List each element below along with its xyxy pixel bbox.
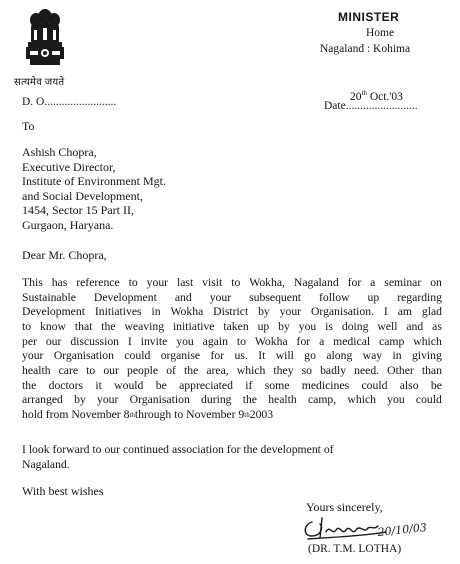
national-motto: सत्यमेव जयते — [14, 77, 65, 88]
body-word: It — [258, 349, 266, 363]
body-word: to — [231, 276, 241, 289]
body-word: follow — [319, 290, 350, 304]
body-word: This — [22, 276, 43, 289]
body-word: the — [22, 378, 37, 392]
body-line: Nagaland. — [22, 457, 70, 471]
date-suffix: th — [129, 410, 135, 419]
salutation: Dear Mr. Chopra, — [22, 248, 107, 262]
body-word: to — [86, 363, 96, 377]
body-word: weaving — [124, 319, 165, 333]
address-line: Ashish Chopra, — [22, 145, 97, 159]
body-word: your — [146, 276, 169, 289]
body-line — [22, 320, 442, 335]
body-word: Wokha, — [249, 276, 285, 289]
body-line — [22, 393, 442, 408]
body-word: organise — [160, 349, 201, 363]
body-word: so — [301, 363, 313, 377]
address-line: Executive Director, — [22, 159, 116, 174]
body-word: be — [155, 378, 167, 392]
body-word: us. — [234, 349, 248, 363]
body-line: I look forward to our continued association for the development of — [22, 443, 334, 456]
body-word: in — [392, 349, 402, 363]
body-word: regarding — [397, 290, 442, 304]
body-word: camp — [379, 334, 405, 348]
body-word: your — [96, 393, 119, 407]
to-label: To — [22, 119, 35, 133]
body-word: care — [58, 363, 79, 377]
body-word: your — [22, 349, 44, 363]
body-line — [22, 305, 442, 320]
body-word: could — [124, 349, 151, 363]
body-word: could — [415, 393, 442, 407]
body-word: medicines — [301, 378, 350, 392]
body-word: for — [347, 276, 362, 289]
body-word: to — [236, 334, 246, 348]
body-word: could — [361, 378, 388, 392]
body-word: Other — [387, 363, 414, 377]
address-line: and Social Development, — [22, 188, 143, 203]
body-word: Organisation — [129, 393, 190, 407]
body-word: which — [413, 334, 442, 348]
body-word: know — [39, 319, 66, 333]
body-word: reference — [76, 276, 120, 289]
body-word: than — [421, 363, 442, 377]
body-word: seminar — [384, 276, 422, 289]
reference-label: D. O — [22, 96, 45, 108]
body-word: am — [397, 305, 412, 319]
body-word: Organisation. — [310, 305, 375, 319]
body-word: arranged — [22, 393, 63, 407]
body-word: last — [176, 276, 194, 289]
letterhead-department: Home — [366, 27, 395, 39]
body-word: be — [430, 378, 442, 392]
body-word: by — [258, 305, 270, 319]
body-word: to — [22, 319, 32, 333]
body-line — [22, 335, 442, 350]
closing-line-start: hold from November 8 — [22, 407, 130, 421]
body-word: also — [399, 378, 419, 392]
date-dots: ......................... — [345, 100, 418, 112]
body-word: the — [242, 393, 257, 407]
body-word: Nagaland — [293, 276, 339, 289]
body-word: your — [279, 305, 302, 319]
body-word: up — [257, 319, 270, 333]
body-word: Initiatives — [94, 305, 142, 319]
body-word: you — [387, 393, 405, 407]
body-word: per — [22, 334, 37, 348]
body-word: health — [268, 393, 297, 407]
body-line — [22, 379, 442, 394]
body-word: invite — [140, 334, 168, 348]
body-word: Wokha — [254, 334, 288, 348]
body-word: visit — [202, 276, 223, 289]
body-word: doing — [341, 319, 369, 333]
body-word: a — [370, 276, 376, 289]
body-word: of — [166, 363, 176, 377]
body-word: if — [245, 378, 253, 392]
closing-line-middle: through to November 9 — [134, 407, 245, 421]
body-line — [22, 276, 442, 291]
recipient-address — [22, 145, 166, 233]
date-suffix: th — [361, 89, 367, 97]
body-word: our — [45, 334, 62, 348]
body-word: a — [319, 334, 325, 348]
body-word: appreciated — [179, 378, 233, 392]
body-word: taken — [223, 319, 249, 333]
body-word: Development — [22, 305, 85, 319]
letterhead-location: Nagaland : Kohima — [320, 43, 411, 55]
body-paragraph-2 — [22, 443, 334, 472]
body-word: need. — [354, 363, 380, 377]
body-word: to — [128, 276, 138, 289]
body-word: in — [151, 305, 161, 319]
body-word: I — [127, 334, 132, 348]
date-suffix: th — [244, 410, 250, 419]
body-word: they — [273, 363, 294, 377]
body-word: your — [209, 290, 232, 304]
body-word: glad — [421, 305, 442, 319]
body-word: the — [101, 319, 116, 333]
body-line — [22, 349, 442, 364]
body-word: you — [176, 334, 194, 348]
address-line: Gurgaon, Haryana. — [22, 217, 114, 232]
signatory-name: (DR. T.M. LOTHA) — [308, 543, 402, 555]
body-word: during — [201, 393, 232, 407]
body-word: badly — [320, 363, 347, 377]
body-word: the — [184, 363, 199, 377]
body-word: is — [325, 319, 333, 333]
body-word: for — [296, 334, 311, 348]
closing-wishes: With best wishes — [22, 484, 104, 498]
body-word: again — [202, 334, 228, 348]
address-line: Institute of Environment Mgt. — [22, 174, 166, 189]
body-word: and — [406, 319, 424, 333]
body-word: which — [236, 363, 266, 377]
reference-dots: ......................... — [44, 96, 117, 108]
body-line — [22, 408, 442, 423]
body-word: for — [210, 349, 225, 363]
ashoka-lion-emblem-icon — [22, 6, 68, 74]
body-word: giving — [412, 349, 442, 363]
body-word: medical — [333, 334, 371, 348]
body-word: some — [264, 378, 290, 392]
body-word: it — [95, 378, 102, 392]
body-word: discussion — [70, 334, 120, 348]
body-word: camp, — [307, 393, 337, 407]
address-line: 1454, Sector 15 Part II, — [22, 203, 134, 218]
body-word: District — [213, 305, 249, 319]
date-month-year: Oct.'03 — [366, 90, 403, 103]
body-word: that — [74, 319, 93, 333]
body-word: as — [432, 319, 442, 333]
closing-sincerely: Yours sincerely, — [306, 500, 383, 514]
body-word: area, — [206, 363, 229, 377]
body-word: which — [347, 393, 376, 407]
body-word: go — [304, 349, 316, 363]
body-word: I — [383, 305, 388, 319]
letterhead-title: MINISTER — [338, 10, 400, 24]
body-line — [22, 364, 442, 379]
body-paragraph-1 — [22, 276, 442, 423]
body-word: doctors — [48, 378, 84, 392]
body-word: and — [174, 290, 192, 304]
body-word: well — [377, 319, 398, 333]
body-word: will — [275, 349, 294, 363]
body-word: has — [51, 276, 68, 289]
closing-line-end: 2003 — [249, 407, 274, 421]
body-word: on — [430, 276, 442, 289]
body-word: by — [278, 319, 290, 333]
body-word: Wokha — [170, 305, 204, 319]
body-word: our — [103, 363, 119, 377]
body-word: along — [326, 349, 353, 363]
body-word: by — [74, 393, 86, 407]
date-day: 20 — [350, 90, 362, 103]
handwritten-signature — [294, 510, 444, 544]
body-word: Sustainable — [22, 290, 76, 304]
body-word: Organisation — [53, 349, 114, 363]
body-word: up — [367, 290, 380, 304]
body-word: way — [362, 349, 383, 363]
body-word: health — [22, 363, 51, 377]
body-word: you — [298, 319, 317, 333]
body-word: people — [126, 363, 159, 377]
reference-line — [22, 96, 116, 108]
body-word: would — [114, 378, 144, 392]
body-word: subsequent — [249, 290, 302, 304]
date-line — [324, 100, 418, 112]
body-word: initiative — [172, 319, 215, 333]
body-word: Development — [93, 290, 157, 304]
date-label: Date — [324, 100, 346, 112]
body-line — [22, 291, 442, 306]
signature-date: 20/10/03 — [376, 520, 428, 539]
